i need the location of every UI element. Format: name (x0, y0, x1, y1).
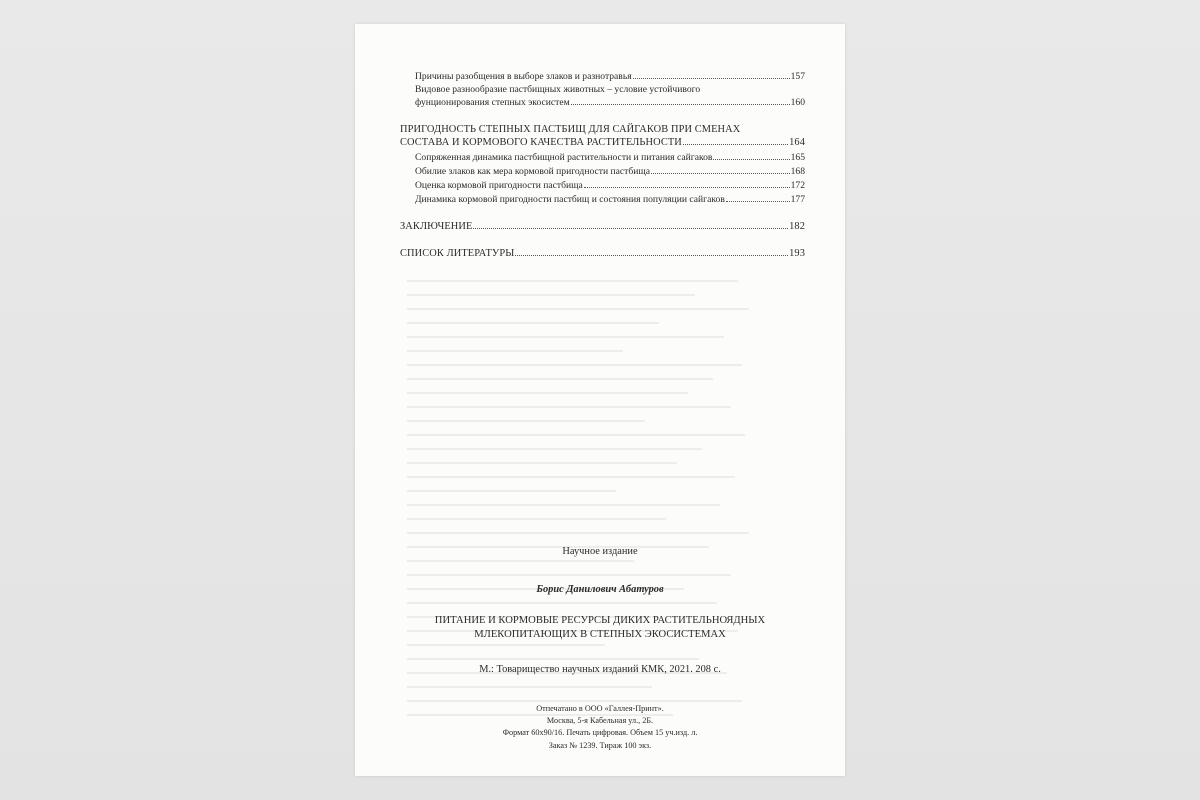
dot-leader (633, 78, 790, 79)
toc-entry-page: 168 (790, 166, 805, 177)
toc-entry-title: Оценка кормовой пригодности пастбища (415, 180, 583, 191)
publisher-line: М.: Товарищество научных изданий КМК, 2021. 208 с. (479, 664, 721, 675)
print-line: Формат 60х90/16. Печать цифровая. Объем 15 уч.изд. л. (502, 728, 698, 738)
toc-chapter-line: ПРИГОДНОСТЬ СТЕПНЫХ ПАСТБИЩ ДЛЯ САЙГАКОВ ПРИ СМЕНАХ (400, 124, 741, 135)
author-name: Борис Данилович Абатуров (536, 584, 664, 595)
print-line: Заказ № 1239. Тираж 100 экз. (548, 740, 652, 750)
toc-entry-title: Обилие злаков как мера кормовой пригодности пастбища (415, 166, 650, 177)
toc-entry-line: Видовое разнообразие пастбищных животных – условие устойчивого (415, 84, 701, 95)
toc-chapter-title: ЗАКЛЮЧЕНИЕ (400, 221, 473, 232)
print-details (355, 703, 845, 752)
toc-entry-title: Сопряженная динамика пастбищной растительности и питания сайгаков (415, 152, 713, 163)
print-line: Москва, 5-я Кабельная ул., 2Б. (546, 716, 654, 726)
toc-entry (415, 96, 805, 110)
toc-entry-title: фунционирования степных экосистем (415, 97, 570, 108)
toc-entry (415, 165, 805, 179)
toc-entry-title: Причины разобщения в выборе злаков и разнотравья (415, 71, 632, 82)
toc-chapter-page: 182 (789, 221, 805, 232)
toc-entry-title: Динамика кормовой пригодности пастбищ и состояния популяции сайгаков (415, 194, 725, 205)
dot-leader (683, 144, 788, 145)
toc-entry (415, 193, 805, 207)
toc-chapter-title: СПИСОК ЛИТЕРАТУРЫ (400, 248, 515, 259)
dot-leader (571, 104, 790, 105)
book-page (355, 24, 845, 776)
toc-entry-page: 157 (790, 71, 805, 82)
toc-entry-page: 160 (790, 97, 805, 108)
toc-entry (415, 179, 805, 193)
print-line: Отпечатано в ООО «Галлея-Принт». (536, 704, 664, 713)
dot-leader (713, 159, 789, 160)
book-title-line: ПИТАНИЕ И КОРМОВЫЕ РЕСУРСЫ ДИКИХ РАСТИТЕЛЬНОЯДНЫХ (434, 615, 766, 626)
toc-chapter-page: 193 (789, 248, 805, 259)
book-title-line: МЛЕКОПИТАЮЩИХ В СТЕПНЫХ ЭКОСИСТЕМАХ (474, 629, 726, 640)
toc-chapter (400, 136, 805, 150)
toc-entry-page: 172 (790, 180, 805, 191)
toc-entry (415, 151, 805, 165)
toc-entry-page: 165 (790, 152, 805, 163)
dot-leader (726, 201, 790, 202)
toc-entry-page: 177 (790, 194, 805, 205)
edition-type: Научное издание (562, 546, 638, 557)
book-title (355, 614, 845, 642)
dot-leader (515, 255, 788, 256)
dot-leader (473, 228, 788, 229)
toc-chapter-page: 164 (789, 137, 805, 148)
toc-chapter (400, 220, 805, 234)
dot-leader (584, 187, 790, 188)
toc-chapter-title: СОСТАВА И КОРМОВОГО КАЧЕСТВА РАСТИТЕЛЬНОСТИ (400, 137, 682, 148)
toc-entry (415, 70, 805, 84)
toc-chapter (400, 247, 805, 261)
dot-leader (651, 173, 790, 174)
